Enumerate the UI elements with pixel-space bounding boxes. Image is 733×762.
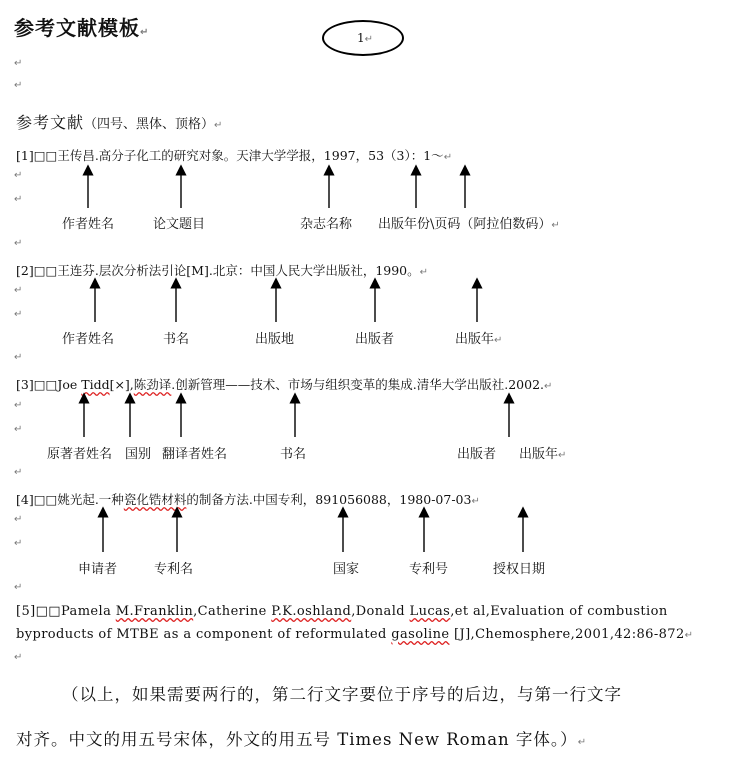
label-book-title: 书名 <box>280 447 307 462</box>
label-patent-name: 专利名 <box>154 562 194 577</box>
paragraph-mark: ↵ <box>14 309 23 320</box>
paragraph-mark: ↵ <box>14 194 23 205</box>
label-original-author: 原著者姓名 <box>47 447 113 462</box>
label-author-name: 作者姓名 <box>62 332 115 347</box>
label-book-title: 书名 <box>163 332 190 347</box>
paragraph-mark: ↵ <box>14 352 23 363</box>
label-paper-title: 论文题目 <box>153 217 206 232</box>
reference-2: [2]□□王连芬.层次分析法引论[M].北京：中国人民大学出版社，1990。↵ <box>16 263 429 278</box>
paragraph-mark: ↵ <box>14 467 23 478</box>
reference-3: [3]□□Joe Tidd[×],陈劲译.创新管理——技术、市场与组织变革的集成.清华大学出版社.2002.↵ <box>16 377 553 392</box>
document-title: 参考文献模板↵ <box>14 16 150 40</box>
label-publish-place: 出版地 <box>255 332 295 347</box>
reference-4: [4]□□姚光起.一种瓷化锆材料的制备方法.中国专利，891056088，1980-07-03↵ <box>16 492 480 507</box>
paragraph-mark: ↵ <box>14 514 23 525</box>
label-publish-year: 出版年↵ <box>455 332 503 347</box>
references-heading: 参考文献（四号、黑体、顶格）↵ <box>16 113 224 132</box>
reference-5-line-2: byproducts of MTBE as a component of reformulated gasoline [J],Chemosphere,2001,42:86-872↵ <box>16 627 694 642</box>
reference-5-line-1: [5]□□Pamela M.Franklin,Catherine P.K.oshland,Donald Lucas,et al,Evaluation of combustion <box>16 604 668 619</box>
paragraph-mark: ↵ <box>14 652 23 663</box>
paragraph-mark: ↵ <box>14 424 23 435</box>
label-year-pages: 出版年份\页码（阿拉伯数码）↵ <box>378 217 560 232</box>
note-line-2: 对齐。中文的用五号宋体，外文的用五号 Times New Roman 字体。）↵ <box>16 730 588 749</box>
paragraph-mark: ↵ <box>14 400 23 411</box>
paragraph-mark: ↵ <box>14 238 23 249</box>
label-publisher: 出版者 <box>457 447 497 462</box>
label-nation: 国家 <box>333 562 360 577</box>
label-patent-number: 专利号 <box>409 562 449 577</box>
reference-1: [1]□□王传昌.高分子化工的研究对象。天津大学学报，1997，53（3）：1～↵ <box>16 148 453 163</box>
label-publish-year: 出版年↵ <box>519 447 567 462</box>
paragraph-mark: ↵ <box>14 538 23 549</box>
paragraph-mark: ↵ <box>14 170 23 181</box>
label-publisher: 出版者 <box>355 332 395 347</box>
label-applicant: 申请者 <box>78 562 118 577</box>
paragraph-mark: ↵ <box>14 58 23 69</box>
label-grant-date: 授权日期 <box>493 562 546 577</box>
label-author-name: 作者姓名 <box>62 217 115 232</box>
label-translator: 翻译者姓名 <box>162 447 228 462</box>
paragraph-mark: ↵ <box>14 80 23 91</box>
label-country: 国别 <box>125 447 152 462</box>
label-journal-name: 杂志名称 <box>300 217 353 232</box>
note-line-1: （以上，如果需要两行的，第二行文字要位于序号的后边，与第一行文字 <box>62 685 622 704</box>
page-number: 1↵ <box>357 31 374 45</box>
paragraph-mark: ↵ <box>14 285 23 296</box>
paragraph-mark: ↵ <box>14 582 23 593</box>
